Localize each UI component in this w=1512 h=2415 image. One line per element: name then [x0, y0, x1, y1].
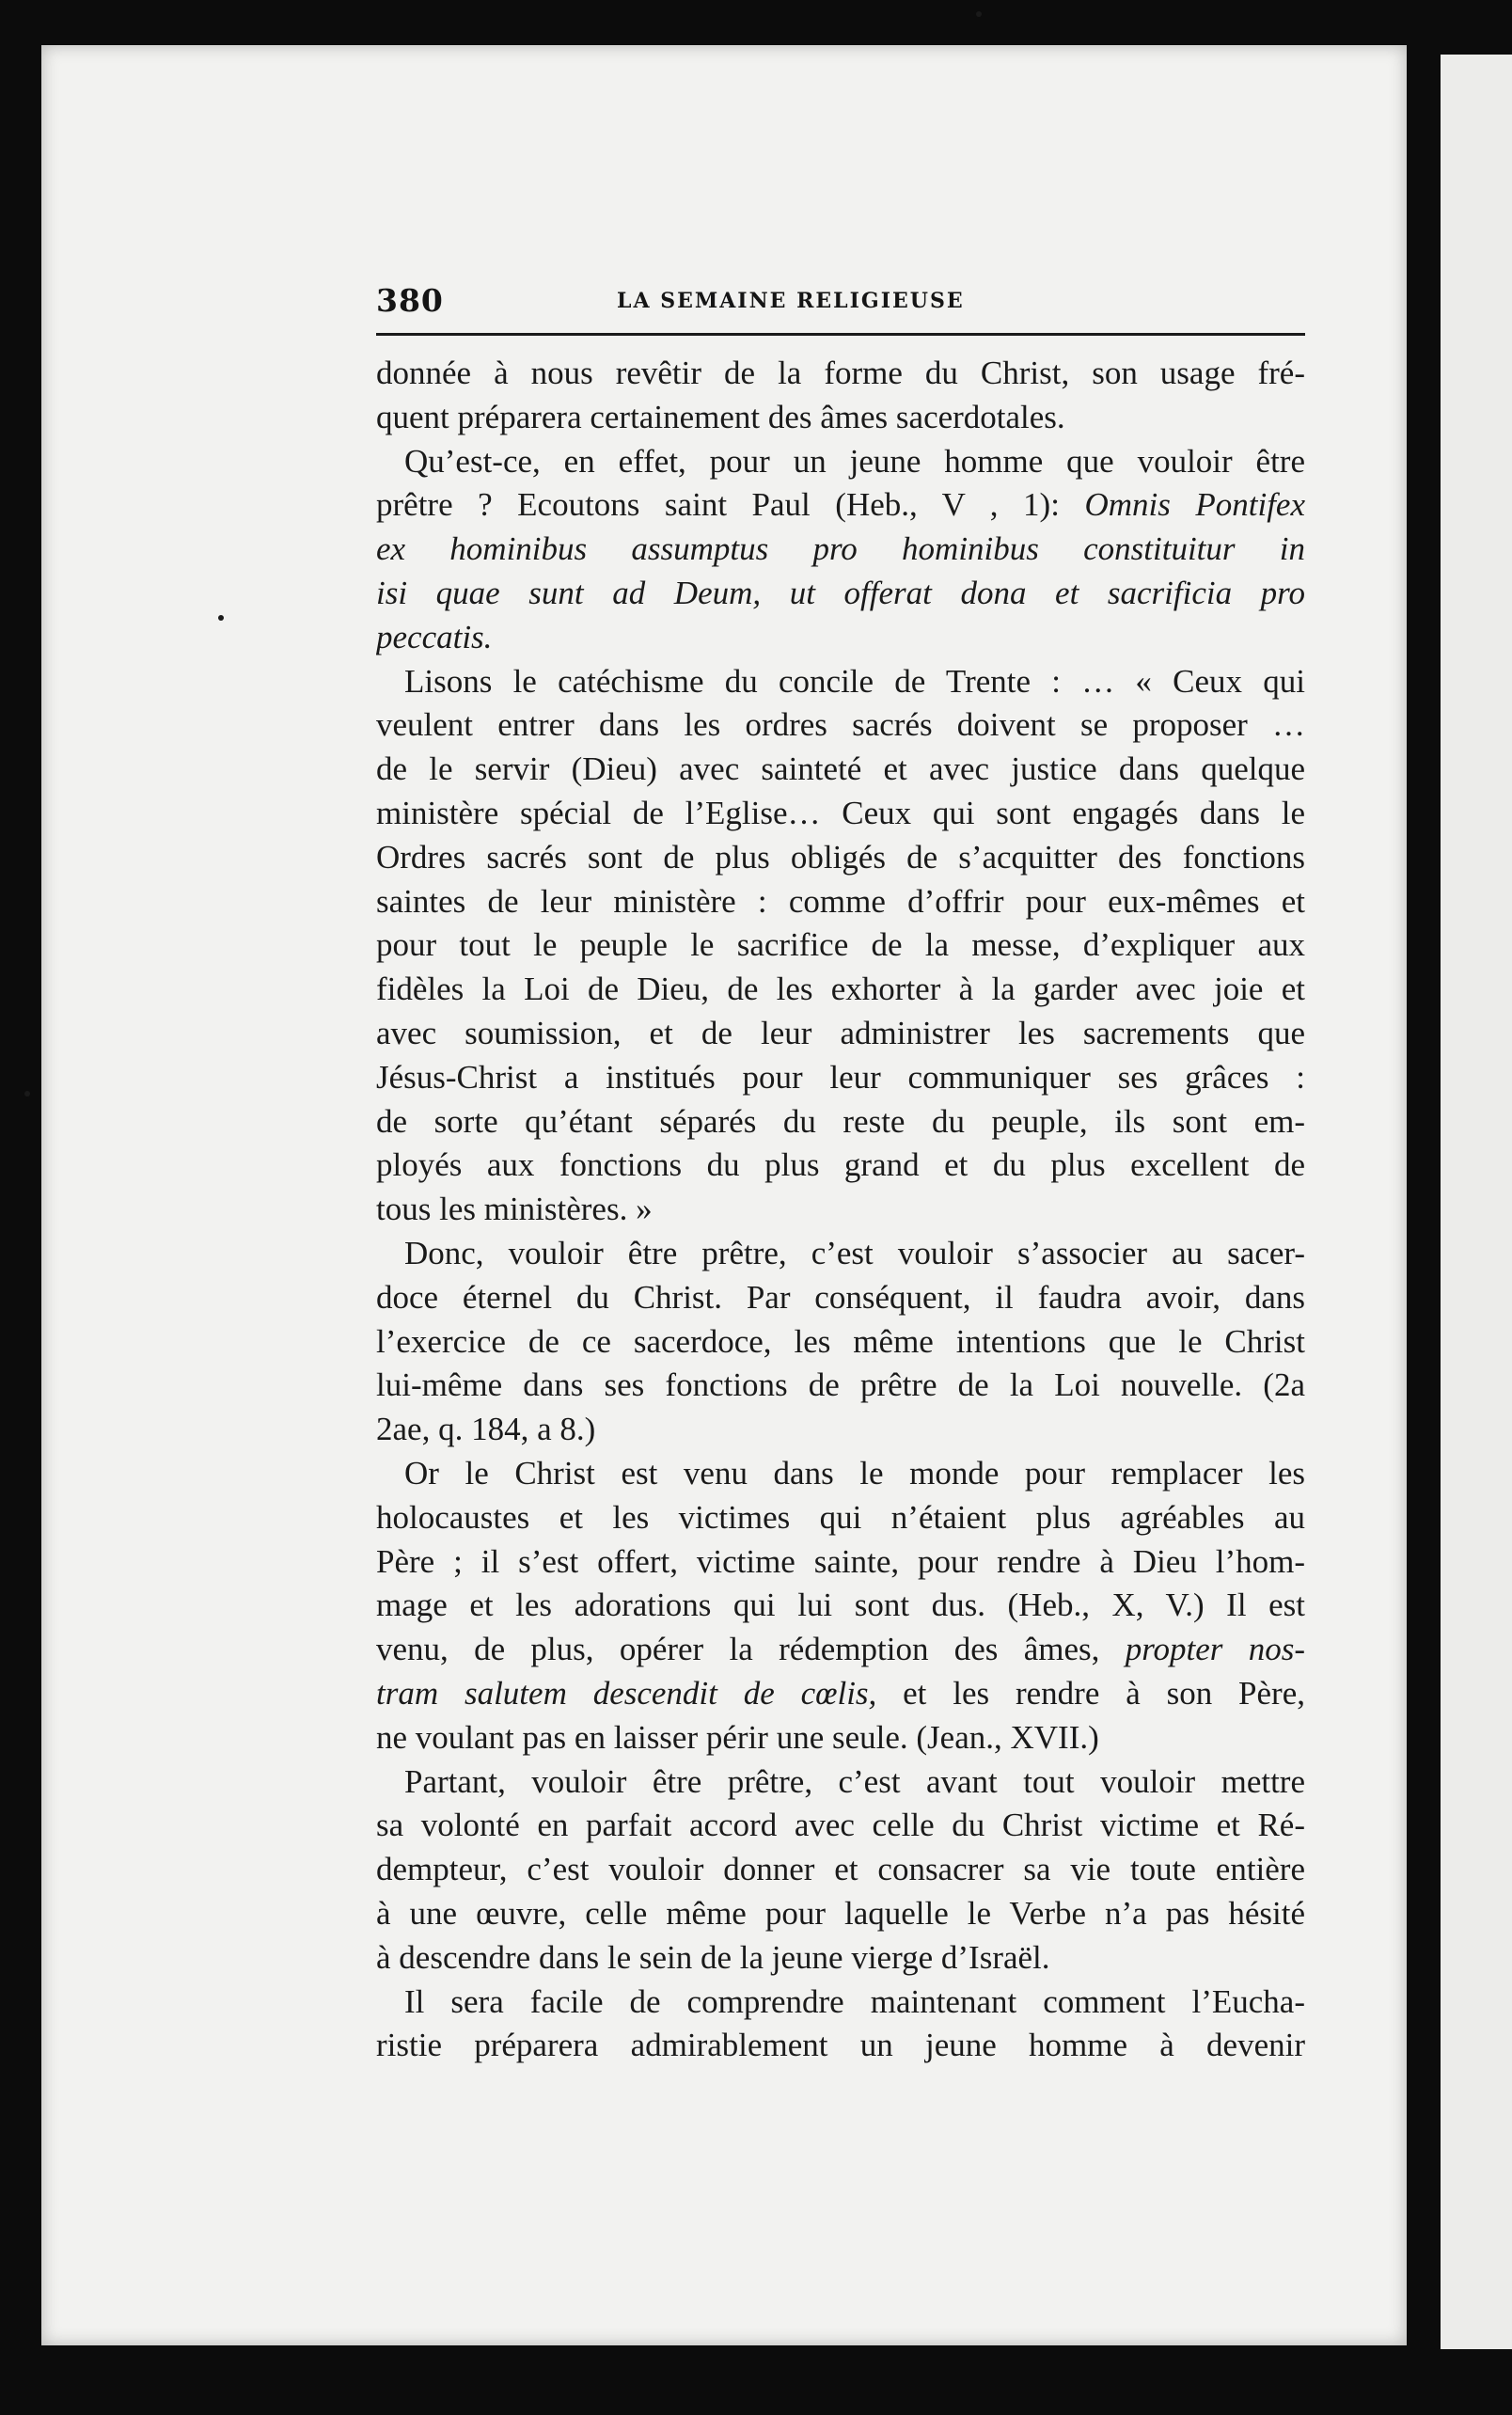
text-segment: à descendre dans le sein de la jeune vierge d’Israël. — [376, 1938, 1050, 1976]
text-line — [376, 1539, 1305, 1586]
text-line — [376, 526, 1305, 573]
text-line — [404, 438, 1305, 485]
text-segment: pour tout le peuple le sacrifice de la messe, d’expliquer aux — [376, 926, 1305, 964]
text-line — [376, 702, 1305, 749]
text-line — [404, 1450, 1305, 1497]
text-line — [376, 1670, 1305, 1717]
text-segment: de sorte qu’étant séparés du reste du peuple, ils sont em- — [376, 1102, 1305, 1140]
text-line — [376, 350, 1305, 397]
text-line — [376, 834, 1305, 881]
italic-text: propter nos- — [1125, 1631, 1305, 1668]
italic-text: ex hominibus assumptus pro hominibus constituitur in — [376, 530, 1305, 568]
text-line — [376, 1098, 1305, 1145]
text-line — [376, 922, 1305, 969]
text-line — [376, 1054, 1305, 1101]
text-line — [376, 614, 1305, 661]
text-segment: donnée à nous revêtir de la forme du Christ, son usage fré- — [376, 355, 1305, 391]
text-segment: Père ; il s’est offert, victime sainte, pour rendre à Dieu l’hom- — [376, 1542, 1305, 1580]
text-line — [404, 1979, 1305, 2026]
text-line — [376, 1494, 1305, 1541]
text-line — [376, 1318, 1305, 1365]
text-segment: Donc, vouloir être prêtre, c’est vouloir s’associer au sacer- — [404, 1235, 1305, 1271]
text-segment: et les rendre à son Père, — [876, 1675, 1305, 1712]
text-line — [376, 746, 1305, 793]
text-segment: mage et les adorations qui lui sont dus. (Heb., X, V.) Il est — [376, 1586, 1305, 1624]
text-segment: ministère spécial de l’Eglise… Ceux qui sont engagés dans le — [376, 795, 1305, 831]
page-number: 380 — [376, 282, 444, 319]
text-line — [376, 1714, 1305, 1761]
text-line — [404, 1759, 1305, 1806]
italic-text: Omnis Pontifex — [1084, 486, 1305, 524]
text-segment: Partant, vouloir être prêtre, c’est avant tout vouloir mettre — [404, 1762, 1305, 1800]
scan-speck — [24, 1091, 30, 1097]
text-line — [376, 966, 1305, 1013]
text-segment: tous les ministères. » — [376, 1191, 653, 1228]
text-segment: ne voulant pas en laisser périr une seule. (Jean., XVII.) — [376, 1718, 1099, 1756]
text-line — [376, 1362, 1305, 1409]
text-segment: venu, de plus, opérer la rédemption des âmes, — [376, 1631, 1126, 1668]
text-segment: ployés aux fonctions du plus grand et du plus excellent de — [376, 1146, 1305, 1184]
text-line — [376, 1934, 1305, 1981]
text-segment: lui-même dans ses fonctions de prêtre de la Loi nouvelle. (2a — [376, 1366, 1305, 1404]
text-line — [376, 2022, 1305, 2069]
text-segment: Lisons le catéchisme du concile de Trente : … « Ceux qui — [404, 662, 1305, 700]
italic-text: peccatis. — [376, 618, 493, 655]
text-segment: Jésus-Christ a institués pour leur communiquer ses grâces : — [376, 1058, 1305, 1096]
text-segment: 2ae, q. 184, a 8.) — [376, 1411, 596, 1448]
text-segment: sa volonté en parfait accord avec celle du Christ victime et Ré- — [376, 1807, 1305, 1844]
text-segment: dempteur, c’est vouloir donner et consacrer sa vie toute entière — [376, 1851, 1305, 1888]
text-segment: à une œuvre, celle même pour laquelle le Verbe n’a pas hésité — [376, 1895, 1305, 1932]
scan-speck — [976, 11, 982, 17]
facing-page-edge — [1441, 55, 1512, 2349]
text-segment: ristie préparera admirablement un jeune homme à devenir — [376, 2027, 1305, 2064]
body-text — [376, 350, 1305, 2118]
text-line — [376, 790, 1305, 837]
text-segment: l’exercice de ce sacerdoce, les même intentions que le Christ — [376, 1322, 1305, 1360]
text-segment: veulent entrer dans les ordres sacrés doivent se proposer … — [376, 706, 1305, 744]
italic-text: isi quae sunt ad Deum, ut offerat dona et sacrificia pro — [376, 575, 1305, 611]
text-line — [376, 1802, 1305, 1849]
text-line — [376, 1846, 1305, 1893]
text-segment: de le servir (Dieu) avec sainteté et avec justice dans quelque — [376, 750, 1305, 788]
running-header — [376, 282, 1305, 336]
text-line — [376, 1142, 1305, 1189]
text-line — [404, 658, 1305, 705]
text-line — [376, 1406, 1305, 1453]
text-line — [376, 1582, 1305, 1629]
text-line — [376, 1010, 1305, 1057]
text-segment: Or le Christ est venu dans le monde pour remplacer les — [404, 1455, 1305, 1492]
text-segment: Il sera facile de comprendre maintenant comment l’Eucha- — [404, 1982, 1305, 2020]
text-segment: avec soumission, et de leur administrer les sacrements que — [376, 1015, 1305, 1051]
text-segment: quent préparera certainement des âmes sacerdotales. — [376, 398, 1065, 435]
text-segment: prêtre ? Ecoutons saint Paul (Heb., V , 1): — [376, 486, 1085, 524]
text-line — [376, 1626, 1305, 1673]
text-segment: doce éternel du Christ. Par conséquent, il faudra avoir, dans — [376, 1278, 1305, 1316]
text-line — [376, 1274, 1305, 1321]
text-segment: holocaustes et les victimes qui n’étaient plus agréables au — [376, 1498, 1305, 1536]
running-title: LA SEMAINE RELIGIEUSE — [617, 289, 965, 313]
italic-text: tram salutem descendit de cœlis, — [376, 1675, 877, 1712]
scan-speck — [218, 615, 224, 621]
text-line — [404, 1230, 1305, 1277]
text-line — [376, 394, 1305, 441]
text-segment: saintes de leur ministère : comme d’offrir pour eux-mêmes et — [376, 882, 1305, 920]
text-line — [376, 1186, 1305, 1233]
text-segment: Ordres sacrés sont de plus obligés de s’acquitter des fonctions — [376, 838, 1305, 876]
text-line — [376, 481, 1305, 529]
text-segment: fidèles la Loi de Dieu, de les exhorter à la garder avec joie et — [376, 971, 1305, 1008]
text-segment: Qu’est-ce, en effet, pour un jeune homme que vouloir être — [404, 442, 1305, 480]
text-line — [376, 570, 1305, 617]
text-line — [376, 878, 1305, 925]
text-line — [376, 1890, 1305, 1937]
